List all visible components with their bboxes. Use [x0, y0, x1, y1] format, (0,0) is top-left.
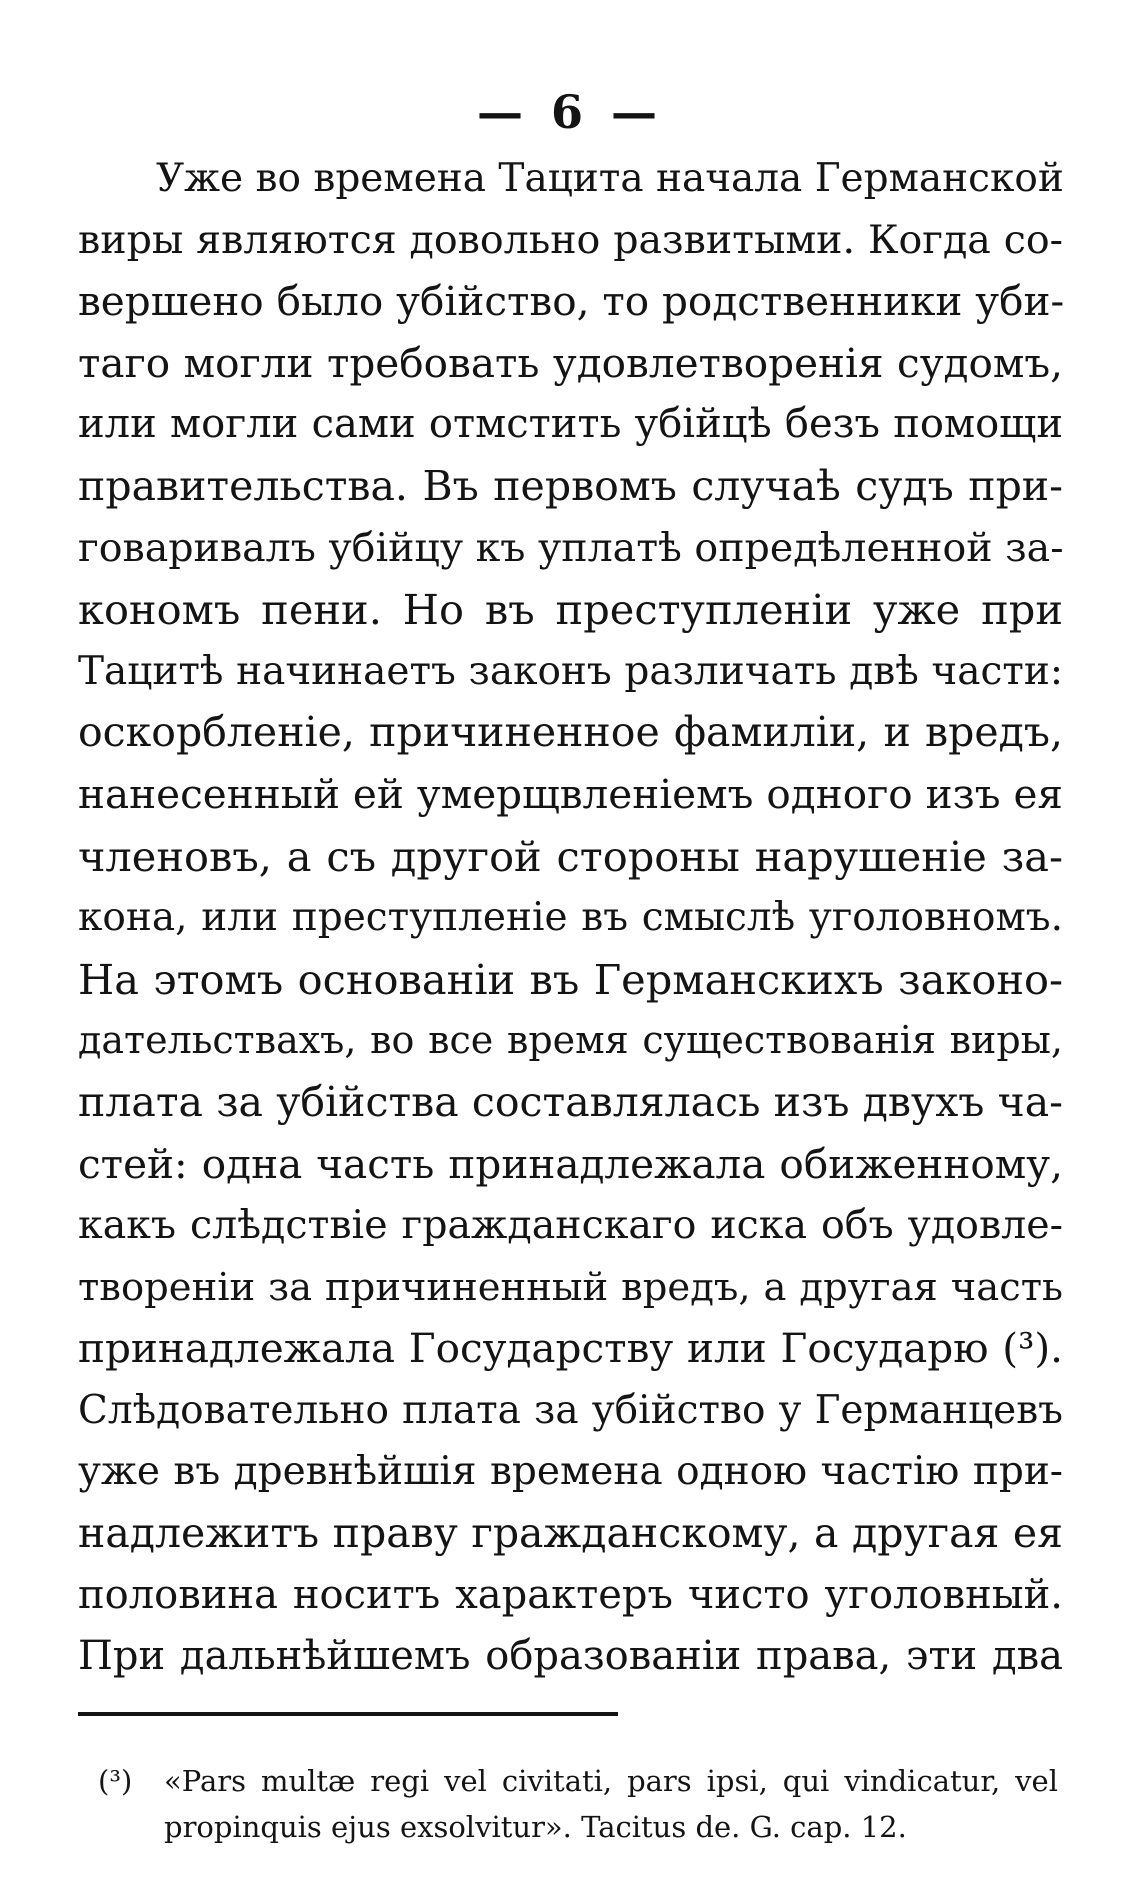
text-line: членовъ, а съ другой стороны нарушеніе за-: [78, 831, 1063, 881]
body-text: [78, 148, 1063, 1688]
text-line: какъ слѣдствіе гражданскаго иска объ удовле-: [78, 1202, 1063, 1249]
text-line: Уже во времена Тацита начала Германской: [156, 156, 1064, 201]
footnote-line-2: propinquis ejus exsolvitur». Tacitus de. G. cap. 12.: [164, 1810, 907, 1844]
footnote: [98, 1758, 1058, 1850]
text-line: половина носитъ характеръ чисто уголовный.: [78, 1571, 1063, 1618]
text-line: таго могли требовать удовлетворенія судомъ,: [78, 338, 1063, 387]
text-line: кономъ пени. Но въ преступленіи уже при: [78, 585, 1063, 635]
text-line: правительства. Въ первомъ случаѣ судъ при-: [78, 461, 1063, 510]
text-line: Слѣдовательно плата за убійство у Германцевъ: [78, 1387, 1063, 1433]
text-line: Тацитѣ начинаетъ законъ различать двѣ части:: [78, 648, 1063, 694]
text-line: говаривалъ убійцу къ уплатѣ опредѣленной за-: [78, 524, 1064, 571]
text-line: кона, или преступленіе въ смыслѣ уголовномъ.: [78, 895, 1063, 941]
text-line: стей: одна часть принадлежала обиженному,: [78, 1139, 1063, 1188]
text-line: или могли сами отмстить убійцѣ безъ помощи: [78, 401, 1063, 448]
text-line: виры являются довольно развитыми. Когда со-: [78, 216, 1063, 263]
footnote-rule: [78, 1712, 618, 1716]
text-line: вершено было убійство, то родственники уби-: [78, 277, 1065, 326]
footnote-line-1: [98, 1758, 1058, 1804]
text-line: твореніи за причиненный вредъ, а другая часть: [78, 1264, 1063, 1310]
text-line: плата за убійства составлялась изъ двухъ ча-: [78, 1077, 1063, 1126]
text-line: дательствахъ, во все время существованія виры,: [78, 1018, 1063, 1063]
text-line: принадлежала Государству или Государю (³).: [78, 1324, 1063, 1373]
text-line: надлежитъ праву гражданскому, а другая ея: [78, 1509, 1063, 1558]
footnote-marker: (³): [98, 1764, 133, 1798]
text-line: оскорбленіе, причиненное фамиліи, и вредъ,: [78, 708, 1063, 757]
text-line: нанесенный ей умерщвленіемъ одного изъ ея: [78, 769, 1063, 818]
page-number: — 6 —: [476, 85, 664, 139]
text-line: уже въ древнѣйшія времена одною частію при-: [78, 1449, 1063, 1495]
text-line: При дальнѣйшемъ образованіи права, эти два: [78, 1633, 1063, 1680]
text-line: На этомъ основаніи въ Германскихъ законо-: [78, 954, 1063, 1004]
footnote-text-1: «Pars multæ regi vel civitati, pars ipsi, qui vindicatur, vel: [164, 1764, 1058, 1798]
